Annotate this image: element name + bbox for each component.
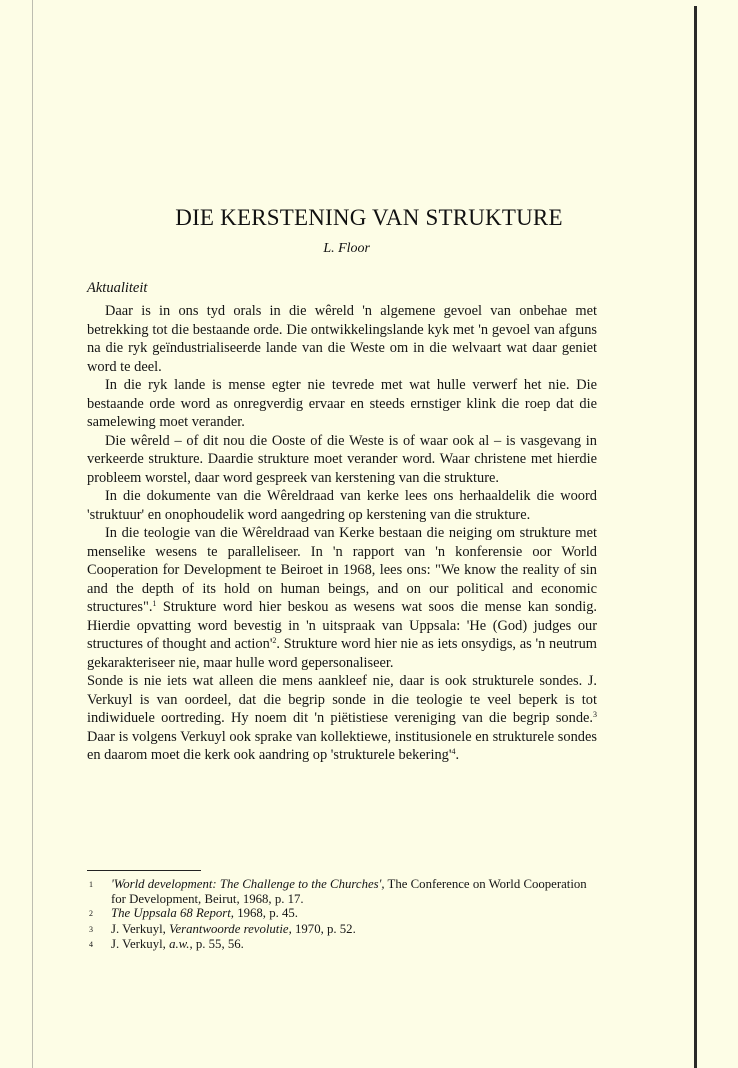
footnote-text: 1968, p. 45. (234, 906, 298, 920)
paragraph-6-text-b: Daar is volgens Verkuyl ook sprake van kollektiewe, institusionele en strukturele sondes en daarom moet die kerk ook aandring op 'strukturele bekering' (87, 728, 597, 763)
footnote-2 (87, 906, 599, 922)
article-body (87, 302, 597, 765)
footnotes (87, 877, 599, 953)
paragraph-1: Daar is in ons tyd orals in die wêreld 'n algemene gevoel van onbehae met betrekking tot die bestaande orde. Die ontwikkelingslande kyk met 'n gevoel van afguns na die ryk geïndustrialiseerde lande van die Weste om in die welvaart wat daar geniet word te deel. (87, 303, 597, 375)
footnote-text: p. 55, 56. (192, 937, 244, 951)
paragraph-6 (87, 672, 597, 765)
footnote-title: The Uppsala 68 Report, (111, 906, 234, 920)
section-heading: Aktualiteit (87, 280, 148, 296)
footnote-body (111, 906, 599, 921)
footnote-ref-4: 4 (451, 747, 456, 756)
footnote-text: The Conference on World Cooperation for Development, Beirut, 1968, p. 17. (111, 877, 587, 906)
article-title: DIE KERSTENING VAN STRUKTURE (175, 205, 563, 230)
article-author: L. Floor (323, 241, 370, 256)
footnote-ref-2: 2 (272, 636, 277, 645)
footnote-prefix: J. Verkuyl, (111, 921, 170, 936)
footnote-body (111, 937, 599, 952)
paragraph-5-text-c: . Strukture word hier nie as iets onsydigs, as 'n neutrum gekarakteriseer nie, maar hulle word gepersonaliseer. (87, 636, 597, 671)
paragraph-5-text-a: In die teologie van die Wêreldraad van Kerke bestaan die neiging om strukture met menselike wesens te paralleliseer. In 'n rapport van 'n konferensie oor World Cooperation for Development te Beiroet in 1968, lees ons: "We know the reality of sin and the depth of its hold on human beings, and on our political and economic structures". (87, 525, 597, 615)
footnote-body (111, 877, 599, 906)
footnote-number: 2 (89, 909, 93, 918)
footnote-3 (87, 922, 599, 938)
footnote-number: 1 (89, 880, 93, 889)
footnote-divider (87, 870, 201, 871)
page-edge-left (32, 0, 33, 1068)
footnote-number: 3 (89, 924, 93, 934)
paragraph-4: In die dokumente van die Wêreldraad van kerke lees ons herhaaldelik die woord 'struktuur' en onophoudelik word aangedring op kerstening van die strukture. (87, 488, 597, 523)
page-edge-right (694, 6, 697, 1068)
footnote-title: a.w., (169, 937, 193, 951)
footnote-4 (87, 937, 599, 953)
footnote-prefix: J. Verkuyl, (111, 937, 170, 951)
paragraph-3: Die wêreld – of dit nou die Ooste of die Weste is of waar ook al – is vasgevang in verkeerde strukture. Daardie strukture moet verander word. Waar christene met hierdie probleem worstel, daar word gespreek van kerstening van die strukture. (87, 432, 597, 486)
paragraph-5 (87, 524, 597, 672)
footnote-1 (87, 877, 599, 906)
footnote-title: Verantwoorde revolutie, (169, 921, 292, 936)
paragraph-5-text-b: Strukture word hier beskou as wesens wat soos die mense kan sondig. Hierdie opvatting word bevestig in 'n uitspraak van Uppsala: 'He (God) judges our structures of thought and action' (87, 599, 597, 652)
footnote-ref-3: 3 (593, 710, 597, 719)
paragraph-2: In die ryk lande is mense egter nie tevrede met wat hulle verwerf het nie. Die bestaande orde word as onregverdig ervaar en steeds ernstiger klink die roep dat die samelewing moet verander. (87, 377, 597, 430)
footnote-ref-1: 1 (152, 599, 157, 608)
paragraph-6-text-a: Sonde is nie iets wat alleen die mens aankleef nie, daar is ook strukturele sondes. J. Verkuyl is van oordeel, dat die begrip sonde in die teologie te veel beperk is tot indiwiduele oortreding. Hy noem dit 'n piëtistiese vereniging van die begrip sonde. (87, 673, 597, 726)
footnote-title: 'World development: The Challenge to the Churches', (111, 877, 385, 891)
footnote-number: 4 (89, 940, 93, 949)
footnote-text: 1970, p. 52. (291, 921, 356, 936)
footnote-body (111, 922, 599, 937)
paragraph-6-text-c: . (455, 747, 460, 763)
